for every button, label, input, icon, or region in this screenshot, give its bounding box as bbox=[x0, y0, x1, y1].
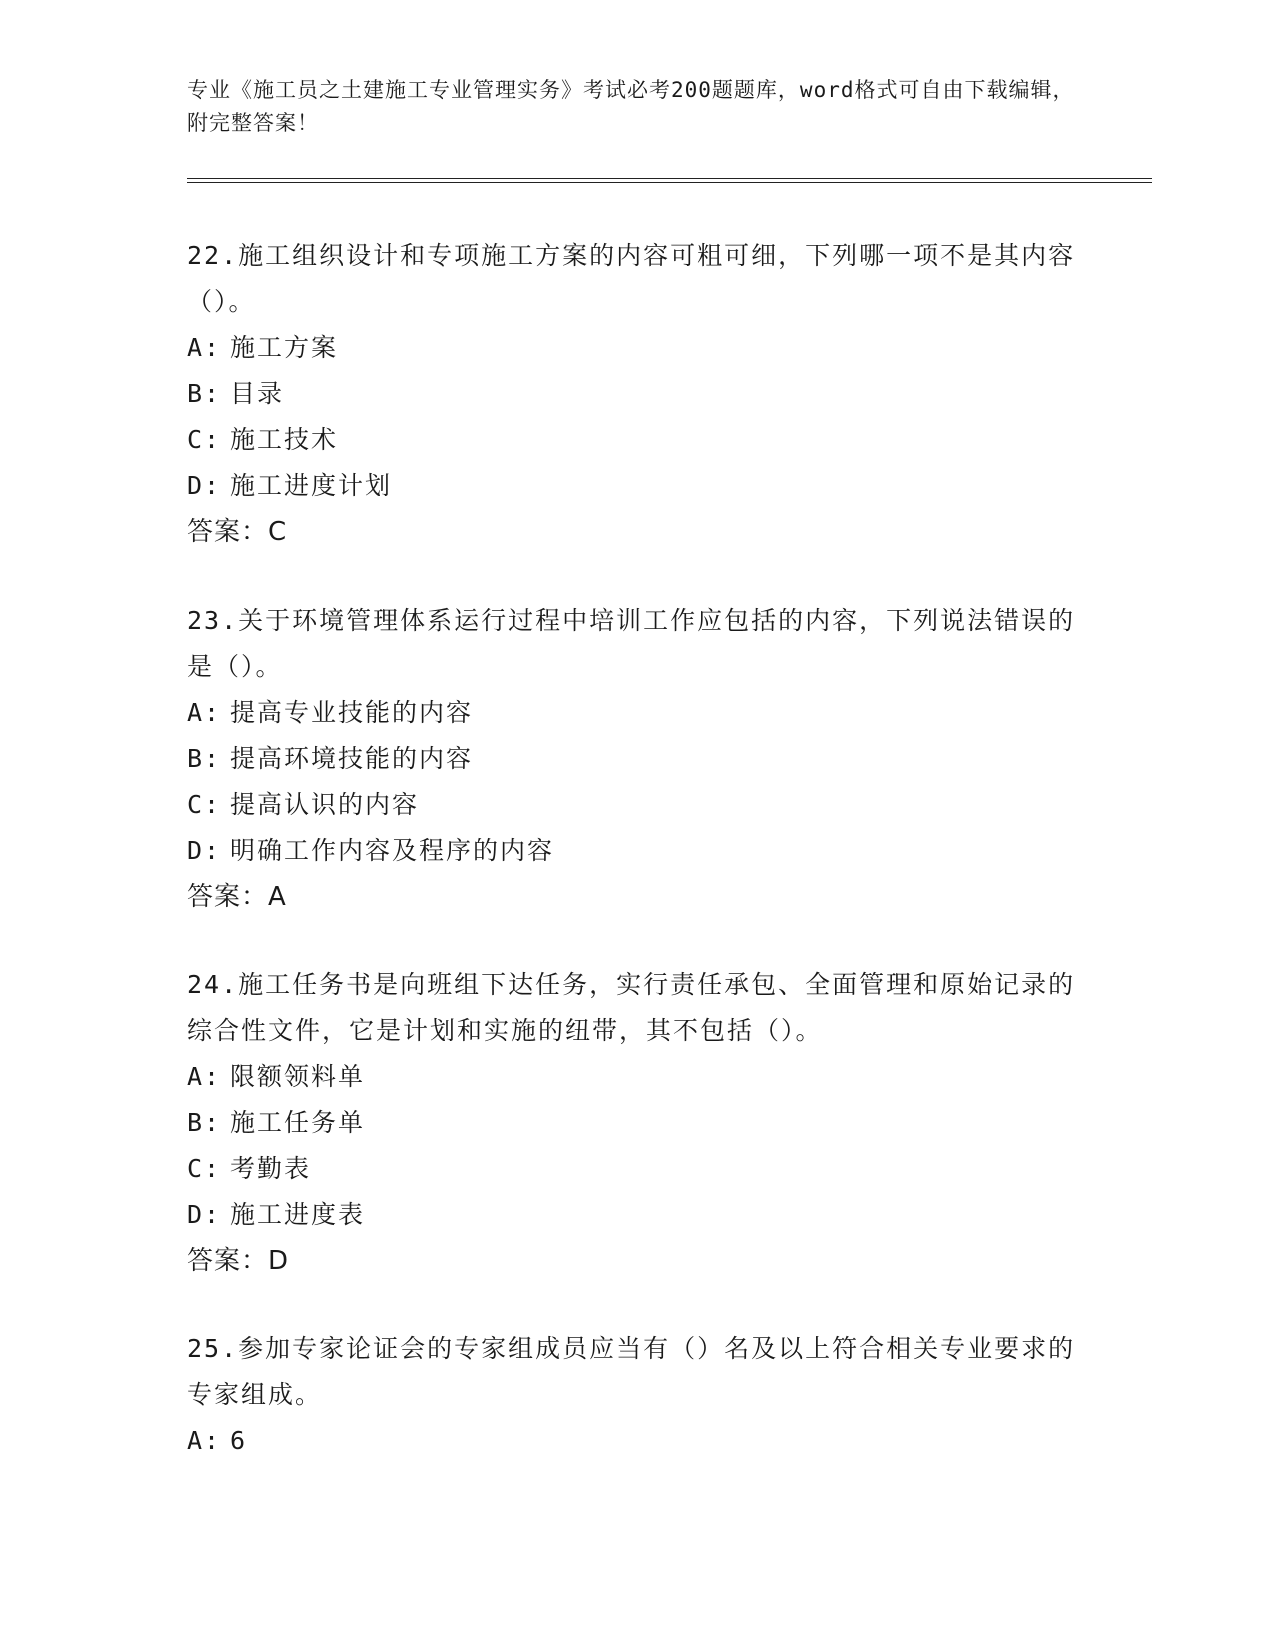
question-23 bbox=[187, 598, 1087, 920]
option-key: C: bbox=[187, 1154, 222, 1183]
option-key: B: bbox=[187, 379, 222, 408]
option-c bbox=[187, 1146, 1087, 1192]
option-key: A: bbox=[187, 1426, 222, 1455]
option-a bbox=[187, 1418, 1087, 1464]
option-text: 提高环境技能的内容 bbox=[230, 744, 474, 773]
option-key: B: bbox=[187, 1108, 222, 1137]
header-divider-bottom bbox=[187, 182, 1152, 183]
option-a bbox=[187, 690, 1087, 736]
option-key: D: bbox=[187, 836, 222, 865]
question-22 bbox=[187, 233, 1087, 555]
option-a bbox=[187, 325, 1087, 371]
answer-line: 答案：C bbox=[187, 517, 288, 547]
option-key: C: bbox=[187, 425, 222, 454]
option-text: 施工进度计划 bbox=[230, 471, 393, 500]
question-stem: 23.关于环境管理体系运行过程中培训工作应包括的内容，下列说法错误的是（）。 bbox=[187, 606, 1076, 681]
answer-line: 答案：D bbox=[187, 1246, 290, 1276]
option-text: 提高专业技能的内容 bbox=[230, 698, 474, 727]
option-b bbox=[187, 371, 1087, 417]
option-text: 施工任务单 bbox=[230, 1108, 366, 1137]
option-d bbox=[187, 463, 1087, 509]
question-stem: 22.施工组织设计和专项施工方案的内容可粗可细，下列哪一项不是其内容（）。 bbox=[187, 241, 1076, 316]
option-text: 施工方案 bbox=[230, 333, 339, 362]
option-key: D: bbox=[187, 1200, 222, 1229]
document-header: 专业《施工员之土建施工专业管理实务》考试必考200题题库，word格式可自由下载编辑，附完整答案！ bbox=[187, 78, 1075, 135]
option-key: A: bbox=[187, 1062, 222, 1091]
option-text: 施工技术 bbox=[230, 425, 339, 454]
answer-line: 答案：A bbox=[187, 882, 287, 912]
option-text: 限额领料单 bbox=[230, 1062, 366, 1091]
option-b bbox=[187, 1100, 1087, 1146]
option-text: 6 bbox=[230, 1426, 248, 1455]
option-d bbox=[187, 1192, 1087, 1238]
option-key: A: bbox=[187, 333, 222, 362]
question-stem: 25.参加专家论证会的专家组成员应当有（）名及以上符合相关专业要求的专家组成。 bbox=[187, 1334, 1076, 1409]
question-25 bbox=[187, 1326, 1087, 1464]
option-text: 考勤表 bbox=[230, 1154, 312, 1183]
option-c bbox=[187, 417, 1087, 463]
header-divider-top bbox=[187, 178, 1152, 179]
option-a bbox=[187, 1054, 1087, 1100]
option-key: C: bbox=[187, 790, 222, 819]
option-text: 目录 bbox=[230, 379, 285, 408]
question-stem: 24.施工任务书是向班组下达任务，实行责任承包、全面管理和原始记录的综合性文件，它是计划和实施的纽带，其不包括（）。 bbox=[187, 970, 1076, 1045]
option-text: 施工进度表 bbox=[230, 1200, 366, 1229]
option-key: D: bbox=[187, 471, 222, 500]
question-24 bbox=[187, 962, 1087, 1284]
option-c bbox=[187, 782, 1087, 828]
option-d bbox=[187, 828, 1087, 874]
option-text: 提高认识的内容 bbox=[230, 790, 420, 819]
option-key: A: bbox=[187, 698, 222, 727]
option-text: 明确工作内容及程序的内容 bbox=[230, 836, 555, 865]
option-b bbox=[187, 736, 1087, 782]
option-key: B: bbox=[187, 744, 222, 773]
